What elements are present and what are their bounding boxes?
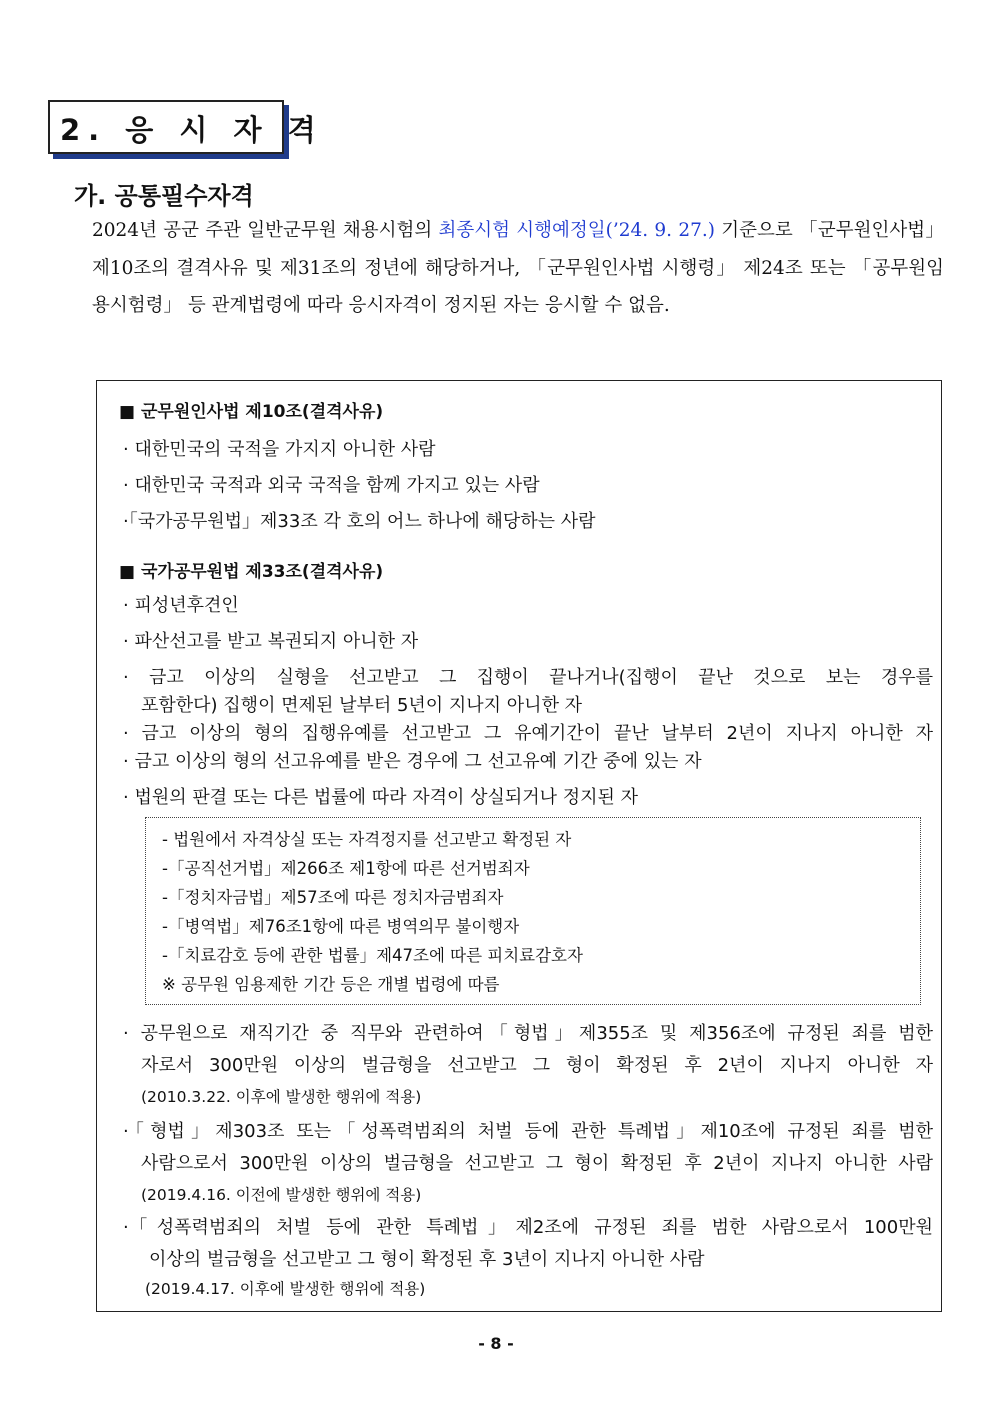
sub-list-item: - 법원에서 자격상실 또는 자격정지를 선고받고 확정된 자	[162, 830, 572, 849]
intro-highlight-date: 최종시험 시행예정일(’24. 9. 27.)	[438, 220, 715, 241]
page-number: - 8 -	[478, 1334, 514, 1353]
sub-items-box	[145, 817, 921, 1005]
sub-list-item: -「정치자금법」제57조에 따른 정치자금범죄자	[162, 888, 504, 907]
list-item: ·「성폭력범죄의 처벌 등에 관한 특례법」제2조에 규정된 죄를 범한 사람으로서 100만원	[123, 1217, 933, 1238]
intro-text-after: 기준으로 「군무원인사법」 제10조의 결격사유 및 제31조의 정년에 해당하거나, 「군무원인사법 시행령」 제24조 또는 「공무원임용시험령」 등 관계법령에 따라 응시자격이 정지된 자는 응시할 수 없음.	[92, 220, 944, 316]
section-title-box	[48, 100, 324, 154]
list-item: ·「형법」제303조 또는「성폭력범죄의 처벌 등에 관한 특례법」제10조에 규정된 죄를 범한	[123, 1121, 933, 1142]
group-heading: ■ 국가공무원법 제33조(결격사유)	[119, 562, 384, 582]
sub-list-item: -「병역법」제76조1항에 따른 병역의무 불이행자	[162, 917, 520, 936]
list-item-continuation: 자로서 300만원 이상의 벌금형을 선고받고 그 형이 확정된 후 2년이 지나지 아니한 자	[141, 1055, 933, 1076]
group-heading: ■ 군무원인사법 제10조(결격사유)	[119, 402, 384, 422]
section-title: 2. 응 시 자 격	[60, 113, 324, 147]
list-item: · 금고 이상의 실형을 선고받고 그 집행이 끝나거나(집행이 끝난 것으로 보는 경우를	[123, 667, 933, 688]
list-item: · 금고 이상의 형의 집행유예를 선고받고 그 유예기간이 끝난 날부터 2년이 지나지 아니한 자	[123, 723, 933, 744]
list-item: · 파산선고를 받고 복권되지 아니한 자	[123, 631, 419, 652]
list-item: · 법원의 판결 또는 다른 법률에 따라 자격이 상실되거나 정지된 자	[123, 787, 639, 808]
list-item: ·「국가공무원법」제33조 각 호의 어느 하나에 해당하는 사람	[123, 511, 596, 532]
list-item: · 금고 이상의 형의 선고유예를 받은 경우에 그 선고유예 기간 중에 있는 자	[123, 751, 702, 772]
sub-list-item: -「공직선거법」제266조 제1항에 따른 선거범죄자	[162, 859, 530, 878]
list-item: · 대한민국의 국적을 가지지 아니한 사람	[123, 439, 436, 460]
list-item-note: (2019.4.17. 이후에 발생한 행위에 적용)	[145, 1280, 426, 1298]
list-item-continuation: 포함한다) 집행이 면제된 날부터 5년이 지나지 아니한 자	[141, 695, 583, 716]
sub-list-item: -「치료감호 등에 관한 법률」제47조에 따른 피치료감호자	[162, 946, 583, 965]
list-item-note: (2010.3.22. 이후에 발생한 행위에 적용)	[141, 1088, 422, 1106]
subsection-title: 가. 공통필수자격	[74, 182, 254, 210]
list-item-continuation: 사람으로서 300만원 이상의 벌금형을 선고받고 그 형이 확정된 후 2년이 지나지 아니한 사람	[141, 1153, 933, 1174]
list-item: · 대한민국 국적과 외국 국적을 함께 가지고 있는 사람	[123, 475, 540, 496]
qualification-box	[96, 380, 942, 1312]
list-item-note: (2019.4.16. 이전에 발생한 행위에 적용)	[141, 1186, 422, 1204]
intro-paragraph	[92, 212, 944, 325]
list-item: · 피성년후견인	[123, 595, 239, 616]
list-item-continuation: 이상의 벌금형을 선고받고 그 형이 확정된 후 3년이 지나지 아니한 사람	[149, 1249, 705, 1270]
note-item: ※ 공무원 임용제한 기간 등은 개별 법령에 따름	[162, 975, 500, 994]
list-item: · 공무원으로 재직기간 중 직무와 관련하여「형법」제355조 및 제356조에 규정된 죄를 범한	[123, 1023, 933, 1044]
intro-text-before: 2024년 공군 주관 일반군무원 채용시험의	[92, 220, 439, 241]
